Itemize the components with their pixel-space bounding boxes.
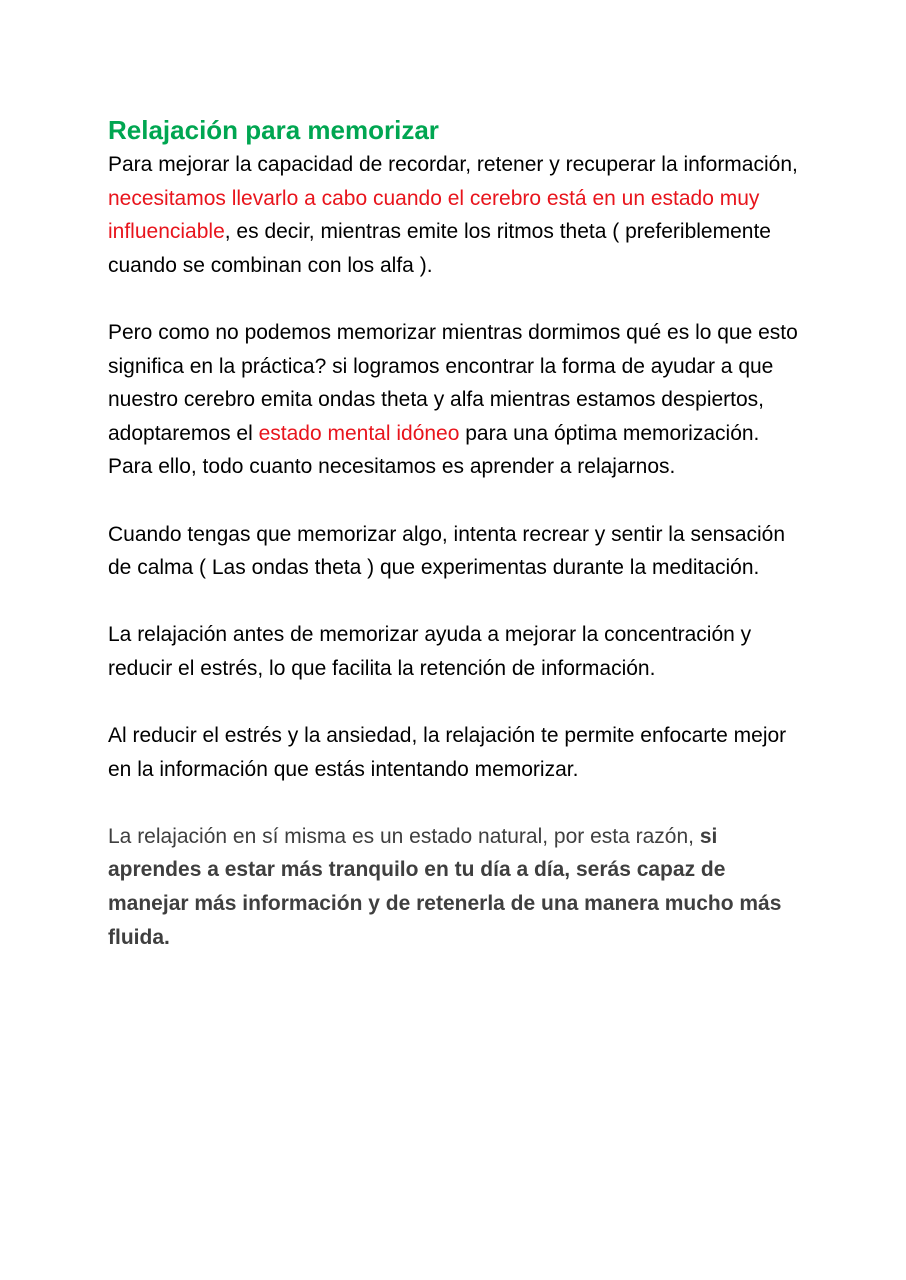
- paragraph-2-highlight: estado mental idóneo: [258, 421, 460, 445]
- paragraph-2: [108, 316, 808, 484]
- paragraph-4: La relajación antes de memorizar ayuda a mejorar la concentración y reducir el estrés, lo que facilita la retención de información.: [108, 623, 752, 680]
- paragraph-1: [108, 148, 808, 282]
- paragraph-1-text-c: , es decir, mientras emite los ritmos theta ( preferiblemente cuando se combinan con los alfa ).: [108, 220, 771, 277]
- paragraph-6-bold: si aprendes a estar más tranquilo en tu día a día, serás capaz de manejar más información y de retenerla de una manera mucho más fluida.: [108, 824, 782, 949]
- document-title: Relajación para memorizar: [108, 115, 439, 145]
- paragraph-3: Cuando tengas que memorizar algo, intenta recrear y sentir la sensación de calma ( Las ondas theta ) que experimentas durante la meditación.: [108, 522, 786, 580]
- paragraph-6: [108, 820, 808, 954]
- paragraph-2-text-c: para una óptima memorización. Para ello, todo cuanto necesitamos es aprender a relajarnos.: [108, 421, 760, 479]
- document-page: [108, 112, 808, 988]
- paragraph-1-highlight: necesitamos llevarlo a cabo cuando el cerebro está en un estado muy influenciable: [108, 186, 760, 244]
- paragraph-2-text-a: Pero como no podemos memorizar mientras dormimos qué es lo que esto significa en la práctica? si logramos encontrar la forma de ayudar a que nuestro cerebro emita ondas theta y alfa mientras estamos despiertos, adoptaremos el: [108, 320, 798, 445]
- paragraph-5: Al reducir el estrés y la ansiedad, la relajación te permite enfocarte mejor en la información que estás intentando memorizar.: [108, 724, 787, 781]
- paragraph-1-text-a: Para mejorar la capacidad de recordar, retener y recuperar la información,: [108, 153, 798, 176]
- paragraph-6-text-a: La relajación en sí misma es un estado natural, por esta razón,: [108, 824, 700, 848]
